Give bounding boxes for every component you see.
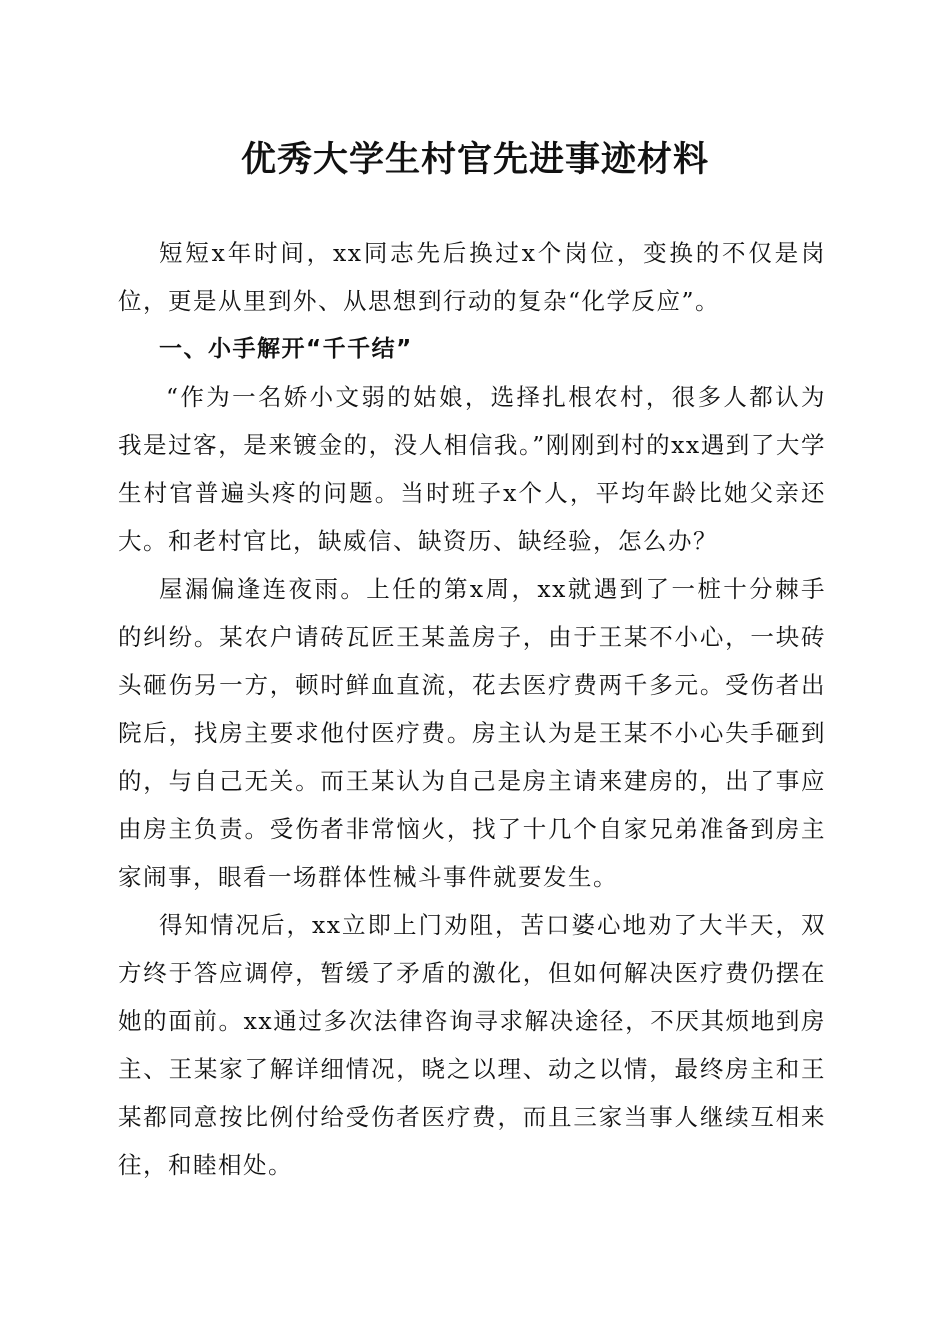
body-paragraph: 得知情况后，xx立即上门劝阻，苦口婆心地劝了大半天，双方终于答应调停，暂缓了矛盾的激化，但如何解决医疗费仍摆在她的面前。xx通过多次法律咨询寻求解决途径，不厌其烦地到房主、王某家了解详细情况，晓之以理、动之以情，最终房主和王某都同意按比例付给受伤者医疗费，而且三家当事人继续互相来往，和睦相处。 [118,911,826,1179]
section-heading: 一、小手解开“千千结” [159,336,413,362]
document-body [118,229,826,1189]
document-title: 优秀大学生村官先进事迹材料 [240,139,709,180]
body-paragraph: “作为一名娇小文弱的姑娘，选择扎根农村，很多人都认为我是过客，是来镀金的，没人相信我。”刚刚到村的xx遇到了大学生村官普遍头疼的问题。当时班子x个人，平均年龄比她父亲还大。和老村官比，缺威信、缺资历、缺经验，怎么办？ [118,383,826,555]
body-paragraph: 屋漏偏逢连夜雨。上任的第x周，xx就遇到了一桩十分棘手的纠纷。某农户请砖瓦匠王某盖房子，由于王某不小心，一块砖头砸伤另一方，顿时鲜血直流，花去医疗费两千多元。受伤者出院后，找房主要求他付医疗费。房主认为是王某不小心失手砸到的，与自己无关。而王某认为自己是房主请来建房的，出了事应由房主负责。受伤者非常恼火，找了十几个自家兄弟准备到房主家闹事，眼看一场群体性械斗事件就要发生。 [118,575,826,891]
intro-paragraph: 短短x年时间，xx同志先后换过x个岗位，变换的不仅是岗位，更是从里到外、从思想到行动的复杂“化学反应”。 [118,239,826,315]
